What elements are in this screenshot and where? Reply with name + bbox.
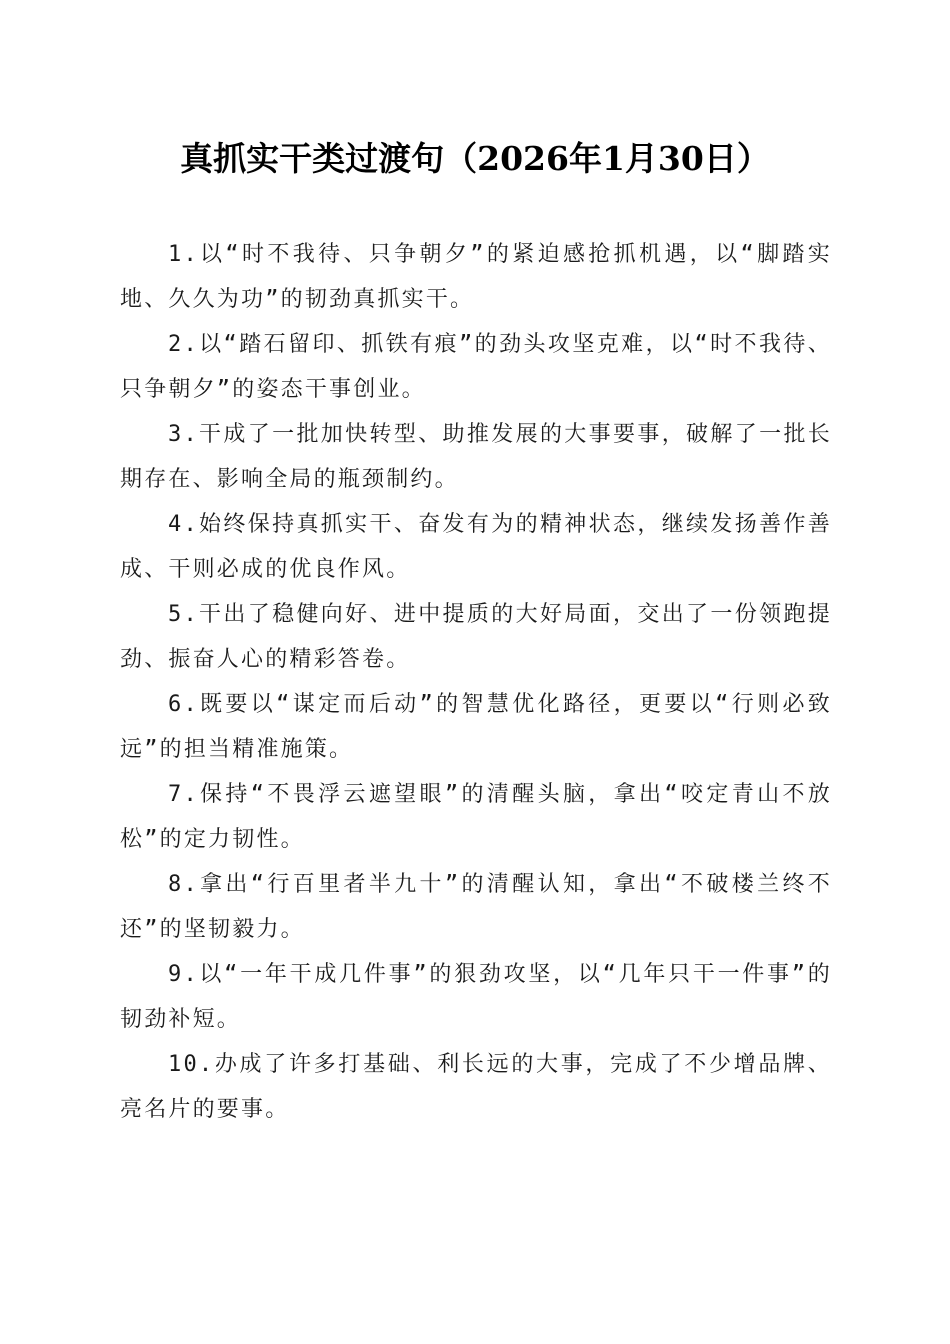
paragraph-7: 7.保持“不畏浮云遮望眼”的清醒头脑，拿出“咬定青山不放松”的定力韧性。 <box>120 782 832 852</box>
paragraph-6: 6.既要以“谋定而后动”的智慧优化路径，更要以“行则必致远”的担当精准施策。 <box>120 692 832 762</box>
paragraph-1: 1.以“时不我待、只争朝夕”的紧迫感抢抓机遇，以“脚踏实地、久久为功”的韧劲真抓实干。 <box>120 242 832 312</box>
paragraph-9: 9.以“一年干成几件事”的狠劲攻坚，以“几年只干一件事”的韧劲补短。 <box>120 962 832 1032</box>
paragraph-4: 4.始终保持真抓实干、奋发有为的精神状态，继续发扬善作善成、干则必成的优良作风。 <box>120 512 832 582</box>
paragraph-3: 3.干成了一批加快转型、助推发展的大事要事，破解了一批长期存在、影响全局的瓶颈制约。 <box>120 422 832 492</box>
document-body <box>120 232 832 1132</box>
paragraph-2: 2.以“踏石留印、抓铁有痕”的劲头攻坚克难，以“时不我待、只争朝夕”的姿态干事创业。 <box>120 332 832 402</box>
paragraph-8: 8.拿出“行百里者半九十”的清醒认知，拿出“不破楼兰终不还”的坚韧毅力。 <box>120 872 832 942</box>
paragraph-10: 10.办成了许多打基础、利长远的大事，完成了不少增品牌、亮名片的要事。 <box>120 1052 832 1122</box>
document-title: 真抓实干类过渡句（2026年1月30日） <box>180 139 770 178</box>
paragraph-5: 5.干出了稳健向好、进中提质的大好局面，交出了一份领跑提劲、振奋人心的精彩答卷。 <box>120 602 832 672</box>
